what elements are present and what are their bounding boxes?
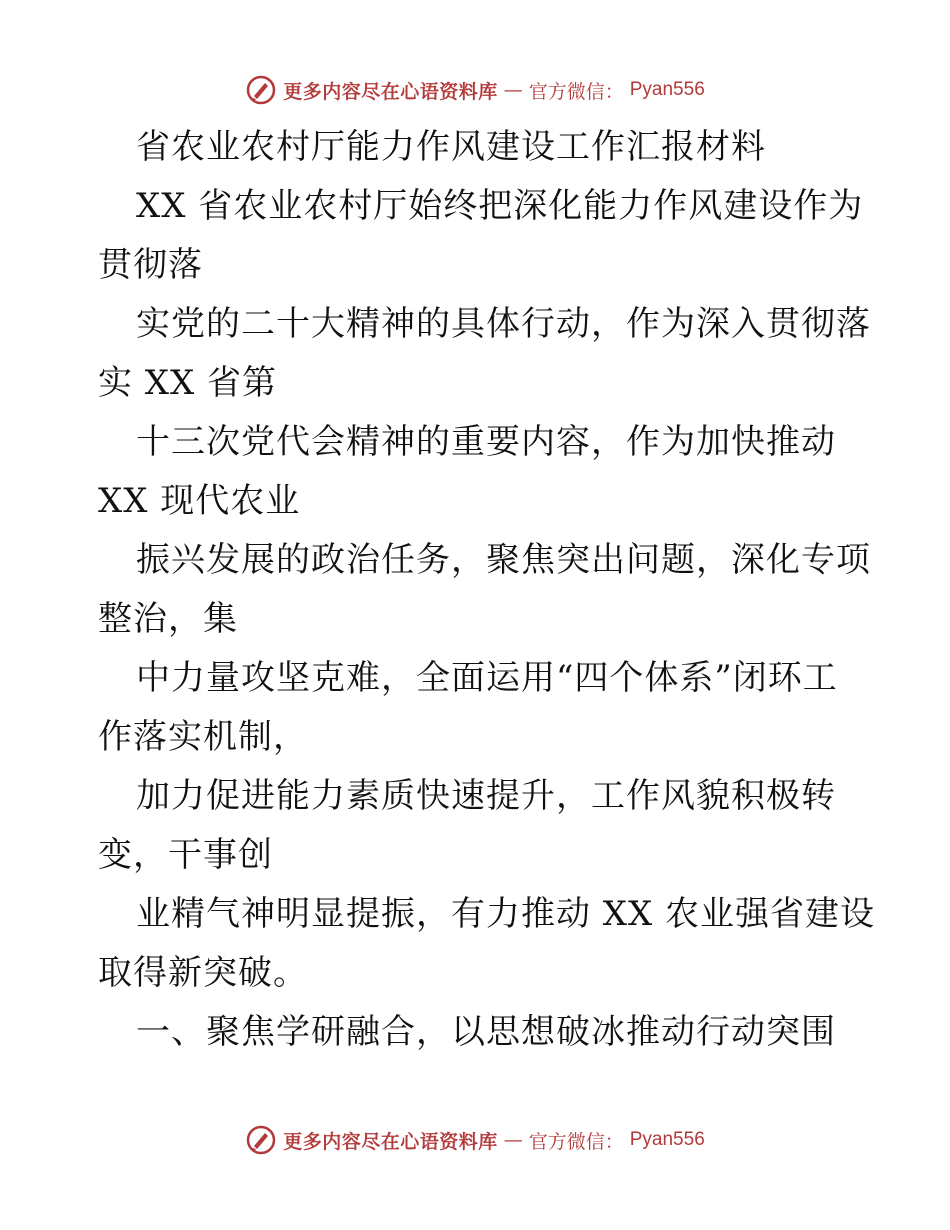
page-header xyxy=(0,70,950,110)
text-line: 变，干事创 xyxy=(98,835,273,875)
header-brand xyxy=(245,74,705,106)
text-line: 业精气神明显提振，有力推动 XX 农业强省建设 xyxy=(136,894,876,934)
footer-separator: — xyxy=(503,1129,523,1151)
brand-logo-icon xyxy=(245,74,277,106)
section-heading: 一、聚焦学研融合，以思想破冰推动行动突围 xyxy=(136,1012,836,1052)
header-separator: — xyxy=(503,79,523,101)
text-line: 振兴发展的政治任务，聚焦突出问题，深化专项 xyxy=(136,540,871,580)
text-line: 取得新突破。 xyxy=(98,953,308,993)
header-brand-text: 更多内容尽在心语资料库 xyxy=(283,80,498,103)
footer-wechat-id: Pyan556 xyxy=(629,1129,705,1150)
brand-logo-icon xyxy=(245,1124,277,1156)
page-footer xyxy=(0,1120,950,1160)
text-line: 十三次党代会精神的重要内容，作为加快推动 xyxy=(136,422,836,462)
footer-brand xyxy=(245,1124,705,1156)
text-line: XX 现代农业 xyxy=(98,481,301,521)
text-line: 作落实机制， xyxy=(98,717,308,757)
header-wechat-label: 官方微信： xyxy=(528,80,624,103)
text-line: 实 XX 省第 xyxy=(98,363,278,403)
text-line: 加力促进能力素质快速提升，工作风貌积极转 xyxy=(136,776,836,816)
text-line: 中力量攻坚克难，全面运用“四个体系”闭环工 xyxy=(136,658,838,698)
text-line: 整治，集 xyxy=(98,599,238,639)
document-title: 省农业农村厅能力作风建设工作汇报材料 xyxy=(136,127,766,167)
header-wechat-id: Pyan556 xyxy=(629,79,705,100)
document-body xyxy=(98,118,876,1062)
text-line: XX 省农业农村厅始终把深化能力作风建设作为 xyxy=(136,186,864,226)
text-line: 贯彻落 xyxy=(98,245,203,285)
footer-brand-text: 更多内容尽在心语资料库 xyxy=(283,1130,498,1153)
footer-wechat-label: 官方微信： xyxy=(528,1130,624,1153)
text-line: 实党的二十大精神的具体行动，作为深入贯彻落 xyxy=(136,304,871,344)
